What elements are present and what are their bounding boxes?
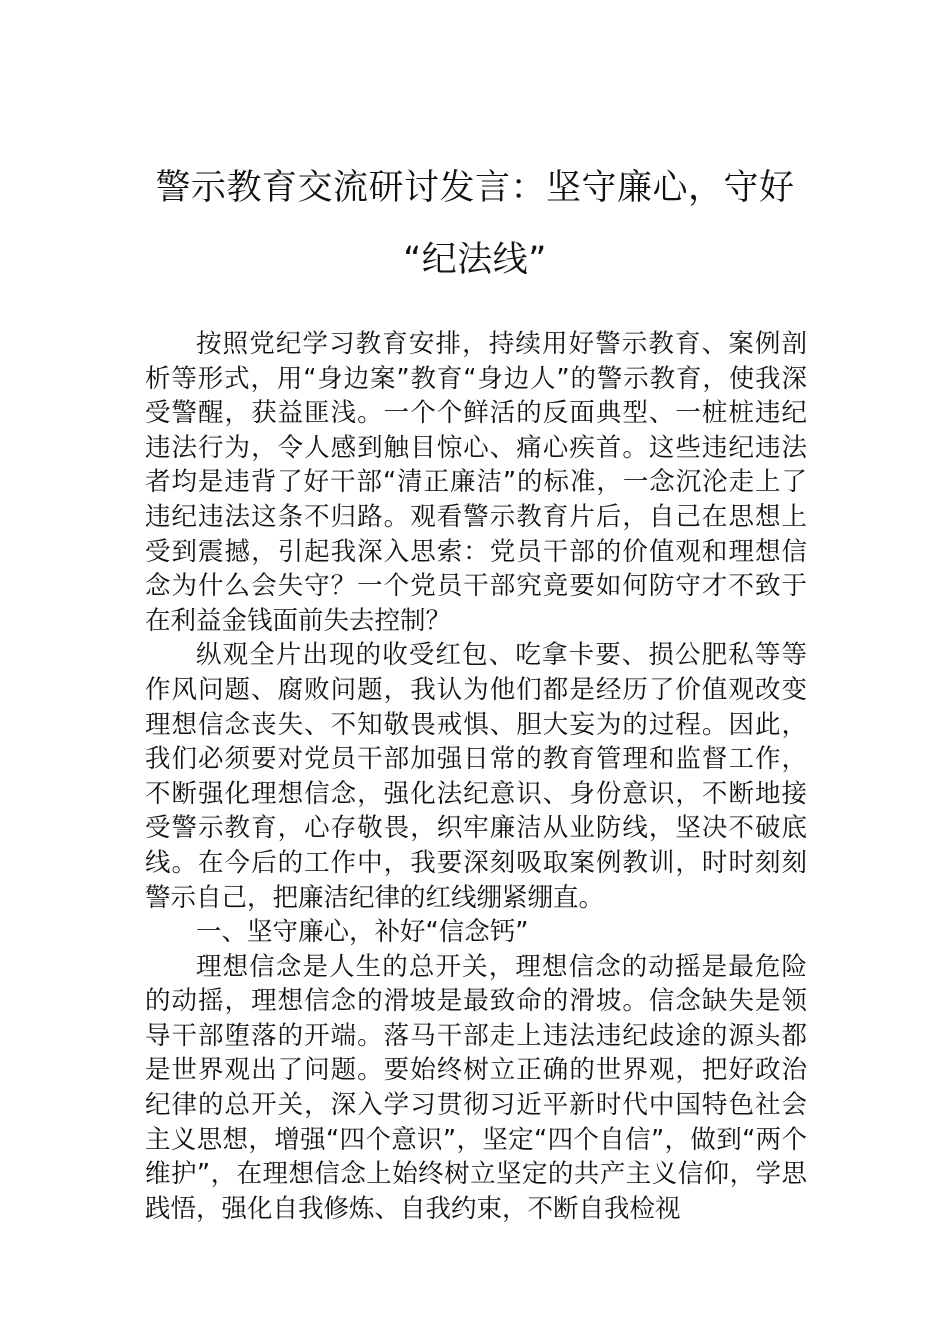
document-body xyxy=(145,327,807,1226)
paragraph-analysis: 纵观全片出现的收受红包、吃拿卡要、损公肥私等等作风问题、腐败问题，我认为他们都是经历了价值观改变理想信念丧失、不知敬畏戒惧、胆大妄为的过程。因此，我们必须要对党员干部加强日常的教育管理和监督工作，不断强化理想信念，强化法纪意识、身份意识，不断地接受警示教育，心存敬畏，织牢廉洁从业防线，坚决不破底线。在今后的工作中，我要深刻吸取案例教训，时时刻刻警示自己，把廉洁纪律的红线绷紧绷直。 xyxy=(145,640,807,913)
section-heading-1: 一、坚守廉心，补好“信念钙” xyxy=(196,917,529,948)
title-line-1: 警示教育交流研讨发言：坚守廉心，守好 xyxy=(155,168,795,208)
title-line-2: “纪法线” xyxy=(403,240,547,280)
paragraph-intro: 按照党纪学习教育安排，持续用好警示教育、案例剖析等形式，用“身边案”教育“身边人”的警示教育，使我深受警醒，获益匪浅。一个个鲜活的反面典型、一桩桩违纪违法行为，令人感到触目惊心、痛心疾首。这些违纪违法者均是违背了好干部“清正廉洁”的标准，一念沉沦走上了违纪违法这条不归路。观看警示教育片后，自己在思想上受到震撼，引起我深入思索：党员干部的价值观和理想信念为什么会失守？一个党员干部究竟要如何防守才不致于在利益金钱面前失去控制？ xyxy=(145,329,807,636)
document-title xyxy=(140,152,810,296)
paragraph-section-1: 理想信念是人生的总开关，理想信念的动摇是最危险的动摇，理想信念的滑坡是最致命的滑坡。信念缺失是领导干部堕落的开端。落马干部走上违法违纪歧途的源头都是世界观出了问题。要始终树立正确的世界观，把好政治纪律的总开关，深入学习贯彻习近平新时代中国特色社会主义思想，增强“四个意识”，坚定“四个自信”，做到“两个维护”，在理想信念上始终树立坚定的共产主义信仰，学思践悟，强化自我修炼、自我约束，不断自我检视 xyxy=(145,951,807,1224)
